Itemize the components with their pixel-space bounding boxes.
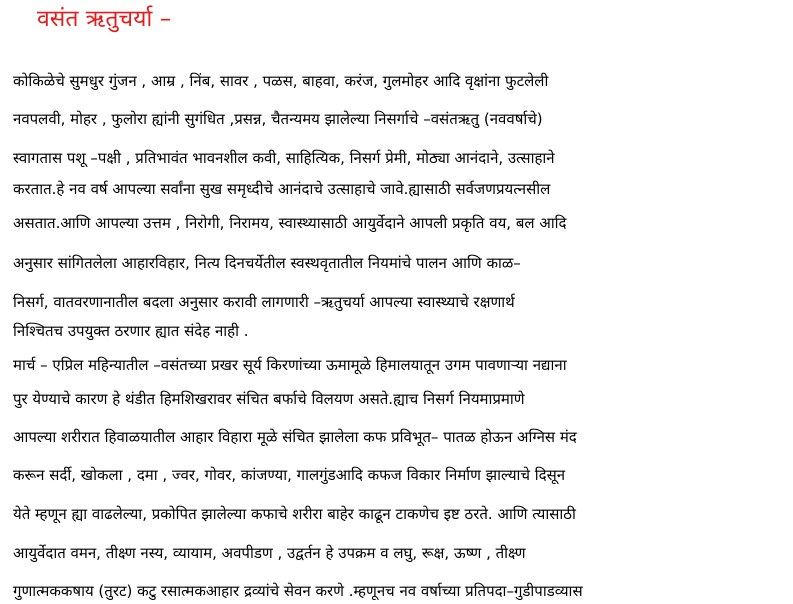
paragraph-line: स्वागतास पशू –पक्षी , प्रतिभावंत भावनशील कवी, साहित्यिक, निसर्ग प्रेमी, मोठ्या आनंदाने, उत्साहाने	[13, 149, 555, 167]
document-title: वसंत ऋतुचर्या –	[37, 6, 172, 32]
paragraph-line: मार्च – एप्रिल महिन्यातील –वसंतच्या प्रखर सूर्य किरणांच्या ऊमामूळे हिमालयातून उगम पावणाऱ्या नद्याना	[13, 356, 567, 374]
paragraph-line: आयुर्वेदात वमन, तीक्ष्ण नस्य, व्यायाम, अवपीडण , उद्वर्तन हे उपक्रम व लघु, रूक्ष, ऊष्ण , तीक्ष्ण	[13, 544, 526, 562]
paragraph-line: निसर्ग, वातवरणानातील बदला अनुसार करावी लागणारी –ऋतुचर्या आपल्या स्वास्थ्याचे रक्षणार्थ	[13, 293, 515, 311]
paragraph-line: आपल्या शरीरात हिवाळयातील आहार विहारा मूळे संचित झालेला कफ प्रविभूत– पातळ होऊन अग्निस मंद	[13, 428, 577, 446]
paragraph-line: करून सर्दी, खोकला , दमा , ज्वर, गोवर, कांजण्या, गालगुंडआदि कफज विकार निर्माण झाल्याचे दिसून	[13, 466, 566, 484]
paragraph-line: कोकिळेचे सुमधुर गुंजन , आम्र , निंब, सावर , पळस, बाहवा, करंज, गुलमोहर आदि वृक्षांना फुटलेली	[13, 72, 549, 90]
paragraph-line: येते म्हणून ह्या वाढलेल्या, प्रकोपित झालेल्या कफाचे शरीरा बाहेर काढून टाकणेच इष्ट ठरते. आणि त्यासाठी	[13, 505, 576, 523]
paragraph-line: असतात.आणि आपल्या उत्तम , निरोगी, निरामय, स्वास्थ्यासाठी आयुर्वेदाने आपली प्रकृति वय, बल आदि	[13, 214, 567, 232]
paragraph-line: गुणात्मककषाय (तुरट) कटु रसात्मकआहार द्रव्यांचे सेवन करणे .म्हणूनच नव वर्षाच्या प्रतिपदा–गुडीपाडव्यास	[13, 582, 583, 600]
paragraph-line: निश्चितच उपयुक्त ठरणार ह्यात संदेह नाही .	[13, 322, 249, 340]
paragraph-line: नवपलवी, मोहर , फुलोरा ह्यांनी सुगंधित ,प्रसन्न, चैतन्यमय झालेल्या निसर्गाचे –वसंतऋतु (नववर्षाचे)	[13, 110, 543, 128]
paragraph-line: करतात.हे नव वर्ष आपल्या सर्वांना सुख समृध्दीचे आनंदाचे उत्साहाचे जावे.ह्यासाठी सर्वजणप्रयत्नसील	[13, 180, 551, 198]
paragraph-line: पुर येण्याचे कारण हे थंडीत हिमशिखरावर संचित बर्फाचे विलयण असते.ह्याच निसर्ग नियमाप्रमाणे	[13, 390, 525, 408]
paragraph-line: अनुसार सांगितलेला आहारविहार, नित्य दिनचर्येतील स्वस्थवृतातील नियमांचे पालन आणि काळ–	[13, 254, 521, 272]
